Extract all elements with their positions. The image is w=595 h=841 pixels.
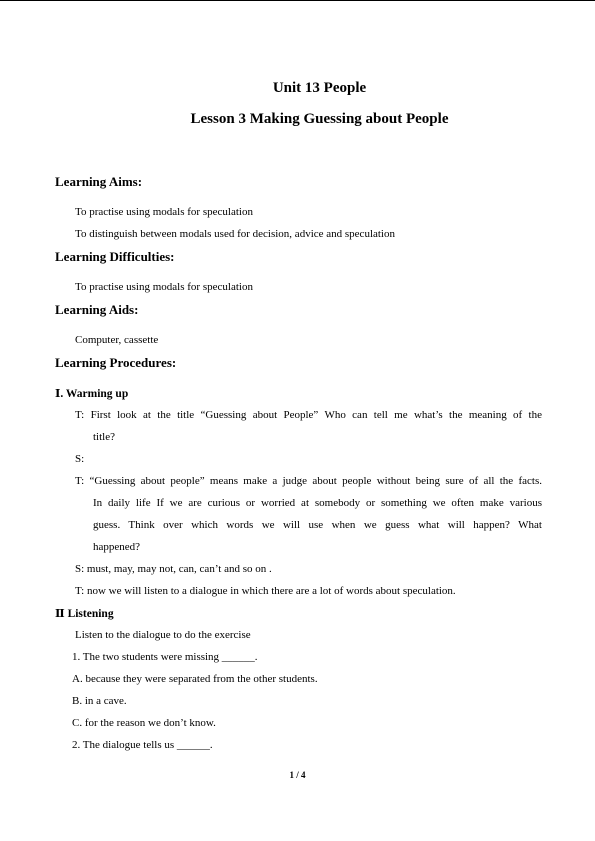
- warming-up-heading: Ⅰ. Warming up: [55, 388, 129, 400]
- student-line-1: S:: [75, 453, 85, 465]
- student-line-2: S: must, may, may not, can, can’t and so on .: [75, 563, 272, 575]
- difficulties-item-1: To practise using modals for speculation: [75, 281, 253, 293]
- question-2: 2. The dialogue tells us ______.: [72, 739, 213, 751]
- teacher-line-1a: T: First look at the title “Guessing about People” Who can tell me what’s the meaning of the: [75, 409, 542, 421]
- teacher-line-2b: In daily life If we are curious or worried at somebody or something we often make various: [93, 497, 542, 509]
- document-title: Unit 13 People: [272, 80, 367, 96]
- listening-heading: Ⅱ Listening: [55, 608, 114, 620]
- teacher-line-2a: T: “Guessing about people” means make a judge about people without being sure of all the facts.: [75, 475, 542, 487]
- listening-intro: Listen to the dialogue to do the exercise: [75, 629, 251, 641]
- teacher-line-3: T: now we will listen to a dialogue in which there are a lot of words about speculation.: [75, 585, 456, 597]
- learning-procedures-heading: Learning Procedures:: [55, 355, 177, 370]
- page-number: 1 / 4: [289, 770, 306, 780]
- question-1-option-c: C. for the reason we don’t know.: [72, 717, 216, 729]
- question-1: 1. The two students were missing ______.: [72, 651, 258, 663]
- aids-item-1: Computer, cassette: [75, 334, 159, 346]
- teacher-line-1b: title?: [93, 431, 115, 443]
- aims-item-2: To distinguish between modals used for decision, advice and speculation: [75, 228, 395, 240]
- question-1-option-a: A. because they were separated from the other students.: [72, 673, 318, 685]
- question-1-option-b: B. in a cave.: [72, 695, 127, 707]
- learning-aims-heading: Learning Aims:: [55, 174, 143, 189]
- page-top-rule: [0, 0, 595, 1]
- learning-aids-heading: Learning Aids:: [55, 302, 139, 317]
- learning-difficulties-heading: Learning Difficulties:: [55, 249, 175, 264]
- aims-item-1: To practise using modals for speculation: [75, 206, 253, 218]
- teacher-line-2d: happened?: [93, 541, 141, 553]
- teacher-line-2c: guess. Think over which words we will use when we guess what will happen? What: [93, 519, 542, 531]
- document-subtitle: Lesson 3 Making Guessing about People: [190, 111, 449, 127]
